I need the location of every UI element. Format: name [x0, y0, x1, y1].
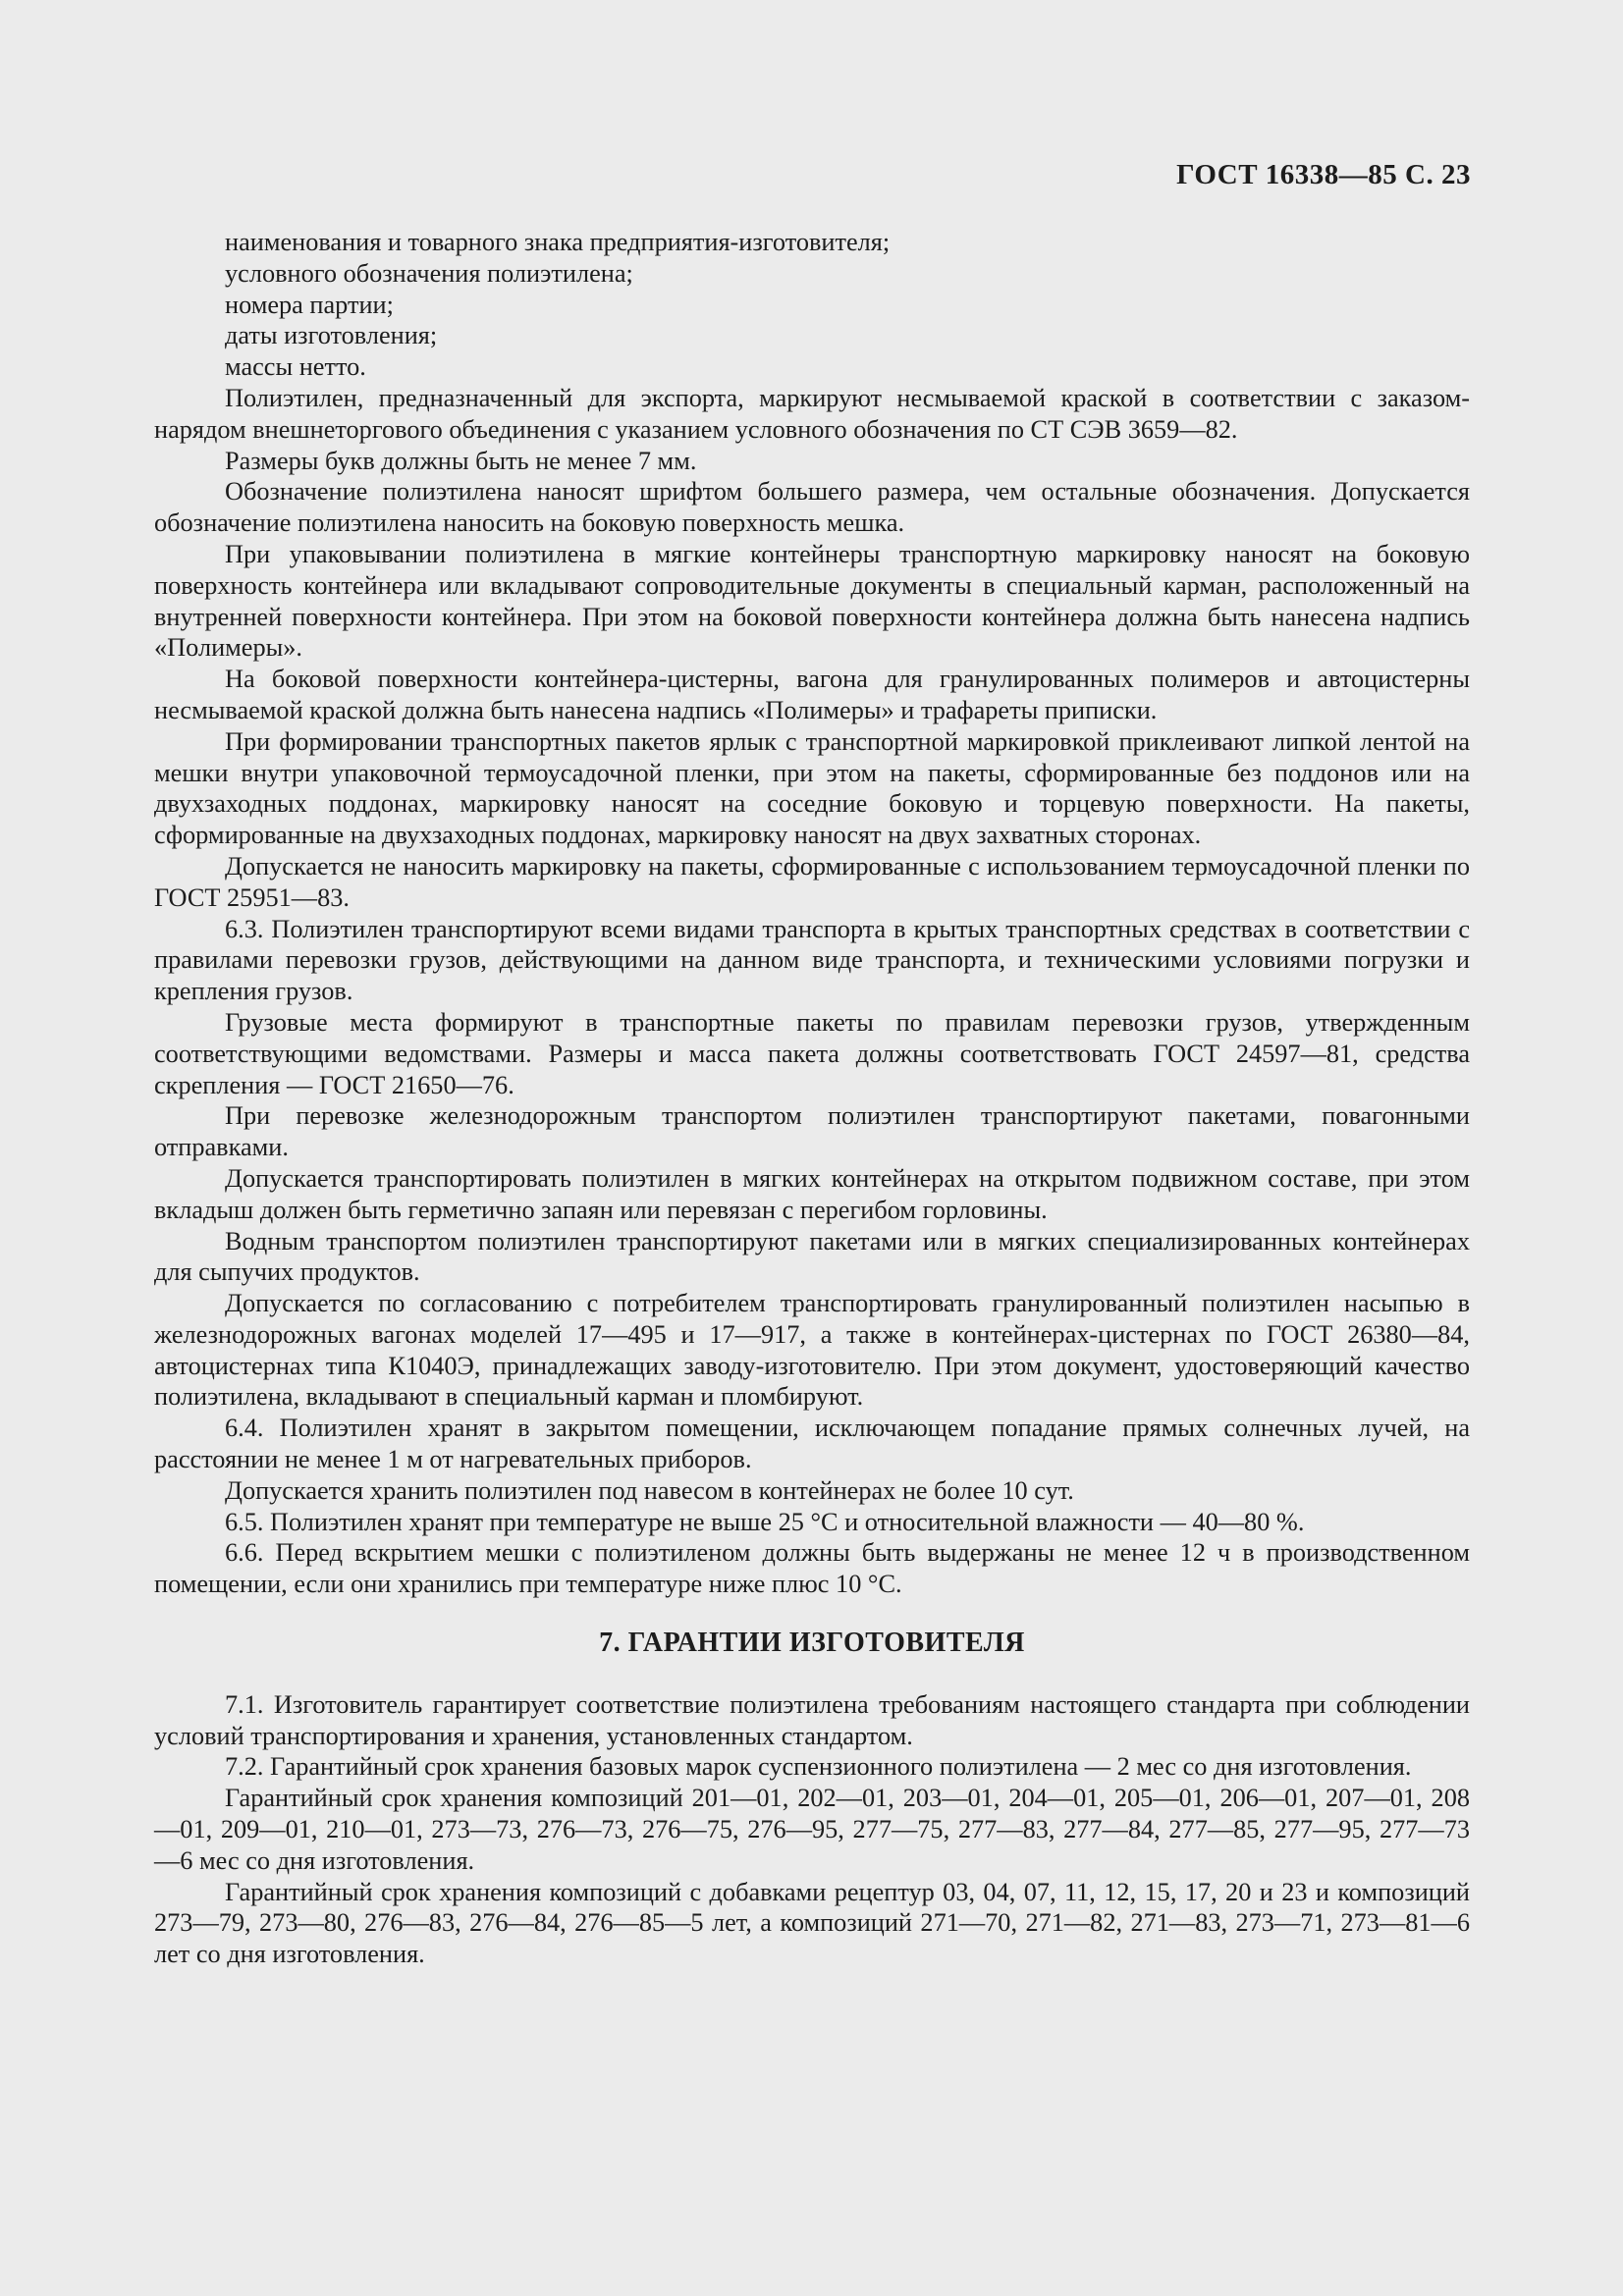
paragraph: 7.1. Изготовитель гарантирует соответствие полиэтилена требованиям настоящего стандарта при соблюдении условий транспортирования и хранения, установленных стандартом. — [154, 1689, 1470, 1750]
paragraph: 7.2. Гарантийный срок хранения базовых марок суспензионного полиэтилена — 2 мес со дня изготовления. — [225, 1752, 1412, 1782]
paragraph: номера партии; — [225, 290, 394, 319]
section-title: 7. ГАРАНТИИ ИЗГОТОВИТЕЛЯ — [599, 1628, 1025, 1659]
paragraph: 6.6. Перед вскрытием мешки с полиэтиленом должны быть выдержаны не менее 12 ч в производственном помещении, если они хранились при температуре ниже плюс 10 °С. — [154, 1538, 1470, 1599]
paragraph: Водным транспортом полиэтилен транспортируют пакетами или в мягких специализированных контейнерах для сыпучих продуктов. — [154, 1226, 1470, 1287]
paragraph: условного обозначения полиэтилена; — [225, 258, 633, 288]
paragraph: 6.5. Полиэтилен хранят при температуре не выше 25 °С и относительной влажности — 40—80 %. — [225, 1507, 1305, 1536]
paragraph: Обозначение полиэтилена наносят шрифтом большего размера, чем остальные обозначения. Допускается обозначение полиэтилена наносить на боковую поверхность мешка. — [154, 477, 1470, 538]
paragraph: Полиэтилен, предназначенный для экспорта, маркируют несмываемой краской в соответствии с заказом-нарядом внешнеторгового объединения с указанием условного обозначения по СТ СЭВ 3659—82. — [154, 383, 1470, 444]
paragraph: 6.4. Полиэтилен хранят в закрытом помещении, исключающем попадание прямых солнечных лучей, на расстоянии не менее 1 м от нагревательных приборов. — [154, 1414, 1470, 1474]
paragraph: На боковой поверхности контейнера-цистерны, вагона для гранулированных полимеров и автоцистерны несмываемой краской должна быть нанесена надпись «Полимеры» и трафареты приписки. — [154, 665, 1470, 724]
paragraph: массы нетто. — [225, 352, 366, 382]
paragraph: Допускается по согласованию с потребителем транспортировать гранулированный полиэтилен насыпью в железнодорожных вагонах моделей 17—495 и 17—917, а также в контейнерах-цистернах по ГОСТ 26380—84, автоцистернах типа К1040Э, принадлежащих заводу-изготовителю. При этом документ, удостоверяющий качество полиэтилена, вкладывают в специальный карман и пломбируют. — [154, 1289, 1470, 1412]
paragraph: Допускается хранить полиэтилен под навесом в контейнерах не более 10 сут. — [225, 1475, 1074, 1505]
paragraph: даты изготовления; — [225, 321, 438, 350]
paragraph: наименования и товарного знака предприятия-изготовителя; — [225, 228, 891, 256]
paragraph: При перевозке железнодорожным транспортом полиэтилен транспортируют пакетами, повагонными отправками. — [154, 1101, 1470, 1162]
paragraph: 6.3. Полиэтилен транспортируют всеми видами транспорта в крытых транспортных средствах в соответствии с правилами перевозки грузов, действующими на данном виде транспорта, и техническими условиями погрузки и крепления грузов. — [154, 914, 1470, 1006]
paragraph: Гарантийный срок хранения композиций с добавками рецептур 03, 04, 07, 11, 12, 15, 17, 20 и 23 и композиций 273—79, 273—80, 276—83, 276—84, 276—85—5 лет, а композиций 271—70, 271—82, 271—83, 273—71, 273—81—6 лет со дня изготовления. — [154, 1877, 1470, 1969]
paragraph: При упаковывании полиэтилена в мягкие контейнеры транспортную маркировку наносят на боковую поверхность контейнера или вкладывают сопроводительные документы в специальный карман, расположенный на внутренней поверхности контейнера. При этом на боковой поверхности контейнера должна быть нанесена надпись «Полимеры». — [154, 539, 1470, 663]
paragraph: При формировании транспортных пакетов ярлык с транспортной маркировкой приклеивают липкой лентой на мешки внутри упаковочной термоусадочной пленки, при этом на пакеты, сформированные без поддонов или на двухзаходных поддонах, маркировку наносят на соседние боковую и торцевую поверхности. На пакеты, сформированные на двухзаходных поддонах, маркировку наносят на двух захватных сторонах. — [154, 726, 1470, 850]
paragraph: Грузовые места формируют в транспортные пакеты по правилам перевозки грузов, утвержденным соответствующими ведомствами. Размеры и масса пакета должны соответствовать ГОСТ 24597—81, средства скрепления — ГОСТ 21650—76. — [154, 1007, 1470, 1099]
paragraph: Размеры букв должны быть не менее 7 мм. — [225, 446, 697, 475]
paragraph: Допускается транспортировать полиэтилен в мягких контейнерах на открытом подвижном составе, при этом вкладыш должен быть герметично запаян или перевязан с перегибом горловины. — [154, 1163, 1470, 1224]
paragraph: Допускается не наносить маркировку на пакеты, сформированные с использованием термоусадочной пленки по ГОСТ 25951—83. — [154, 851, 1470, 912]
document-body — [154, 227, 1470, 1970]
page-header: ГОСТ 16338—85 С. 23 — [1176, 159, 1471, 190]
paragraph: Гарантийный срок хранения композиций 201—01, 202—01, 203—01, 204—01, 205—01, 206—01, 207—01, 208—01, 209—01, 210—01, 273—73, 276—73, 276—75, 276—95, 277—75, 277—83, 277—84, 277—85, 277—95, 277—73 —6 мес со дня изготовления. — [154, 1784, 1470, 1875]
